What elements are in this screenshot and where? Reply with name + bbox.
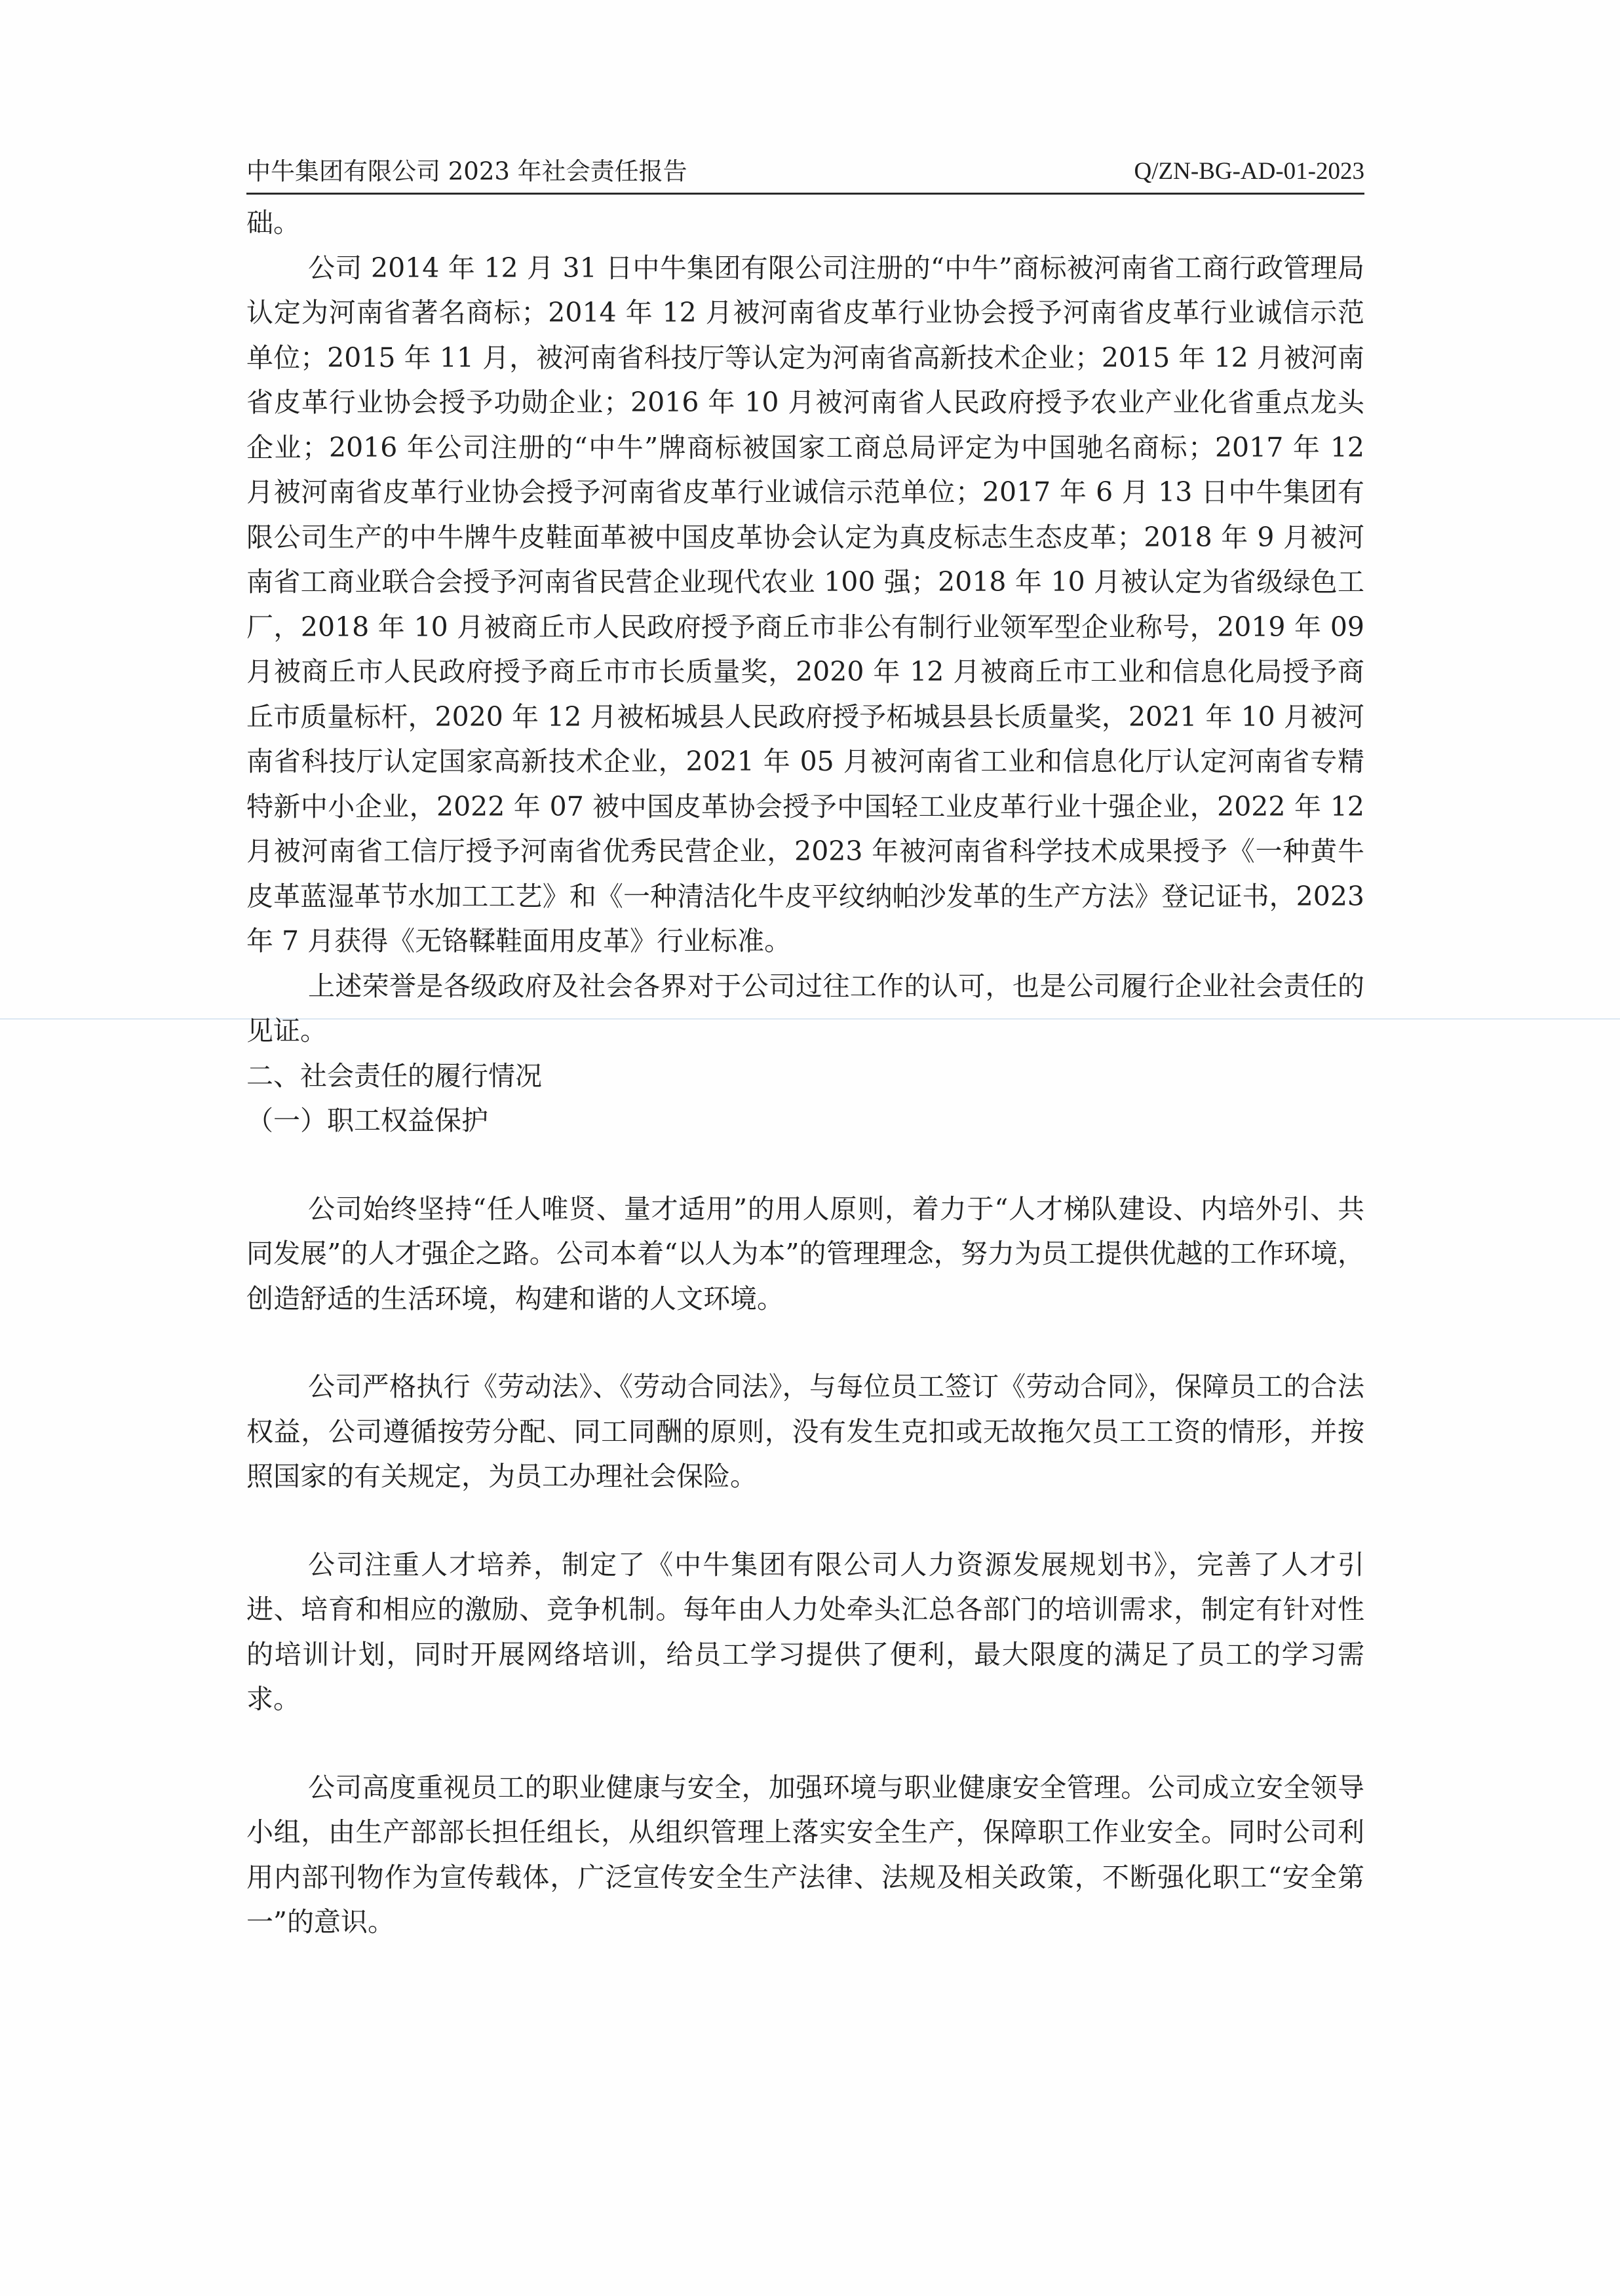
talent-training-paragraph: 公司注重人才培养，制定了《中牛集团有限公司人力资源发展规划书》，完善了人才引进、培育和相应的激励、竞争机制。每年由人力处牵头汇总各部门的培训需求，制定有针对性的培训计划，同时开展网络培训，给员工学习提供了便利，最大限度的满足了员工的学习需求。: [246, 1548, 1364, 1715]
document-code: Q/ZN-BG-AD-01-2023: [1134, 158, 1364, 185]
honors-paragraph: 公司 2014 年 12 月 31 日中牛集团有限公司注册的“中牛”商标被河南省工商行政管理局认定为河南省著名商标；2014 年 12 月被河南省皮革行业协会授予河南省皮革行业诚信示范单位；2015 年 11 月，被河南省科技厅等认定为河南省高新技术企业；2015 年 12 月被河南省皮革行业协会授予功勋企业；2016 年 10 月被河南省人民政府授予农业产业化省重点龙头企业；2016 年公司注册的“中牛”牌商标被国家工商总局评定为中国驰名商标；2017 年 12 月被河南省皮革行业协会授予河南省皮革行业诚信示范单位；2017 年 6 月 13 日中牛集团有限公司生产的中牛牌牛皮鞋面革被中国皮革协会认定为真皮标志生态皮革；2018 年 9 月被河南省工商业联合会授予河南省民营企业现代农业 100 强；2018 年 10 月被认定为省级绿色工厂，2018 年 10 月被商丘市人民政府授予商丘市非公有制行业领军型企业称号，2019 年 09 月被商丘市人民政府授予商丘市市长质量奖，2020 年 12 月被商丘市工业和信息化局授予商丘市质量标杆，2020 年 12 月被柘城县人民政府授予柘城县县长质量奖，2021 年 10 月被河南省科技厅认定国家高新技术企业，2021 年 05 月被河南省工业和信息化厅认定河南省专精特新中小企业，2022 年 07 被中国皮革协会授予中国轻工业皮革行业十强企业，2022 年 12 月被河南省工信厅授予河南省优秀民营企业，2023 年被河南省科学技术成果授予《一种黄牛皮革蓝湿革节水加工工艺》和《一种清洁化牛皮平纹纳帕沙发革的生产方法》登记证书，2023 年 7 月获得《无铬鞣鞋面用皮革》行业标准。: [246, 252, 1364, 957]
page-body: [246, 201, 1364, 1945]
labor-law-paragraph: 公司严格执行《劳动法》、《劳动合同法》，与每位员工签订《劳动合同》，保障员工的合法权益，公司遵循按劳分配、同工同酬的原则，没有发生克扣或无故拖欠员工工资的情形，并按照国家的有关规定，为员工办理社会保险。: [246, 1371, 1364, 1492]
subsection-heading: （一）职工权益保护: [246, 1105, 488, 1136]
page-header: [246, 145, 1364, 195]
report-title: 中牛集团有限公司 2023 年社会责任报告: [246, 157, 687, 185]
safety-paragraph: 公司高度重视员工的职业健康与安全，加强环境与职业健康安全管理。公司成立安全领导小组，由生产部部长担任组长，从组织管理上落实安全生产，保障职工作业安全。同时公司利用内部刊物作为宣传载体，广泛宣传安全生产法律、法规及相关政策，不断强化职工“安全第一”的意识。: [246, 1771, 1364, 1938]
honors-summary-paragraph: 上述荣誉是各级政府及社会各界对于公司过往工作的认可，也是公司履行企业社会责任的见证。: [246, 970, 1364, 1046]
employee-policy-paragraph: 公司始终坚持“任人唯贤、量才适用”的用人原则，着力于“人才梯队建设、内培外引、共同发展”的人才强企之路。公司本着“以人为本”的管理理念，努力为员工提供优越的工作环境，创造舒适的生活环境，构建和谐的人文环境。: [246, 1193, 1364, 1314]
continued-text: 础。: [246, 207, 300, 239]
section-heading: 二、社会责任的履行情况: [246, 1060, 542, 1092]
